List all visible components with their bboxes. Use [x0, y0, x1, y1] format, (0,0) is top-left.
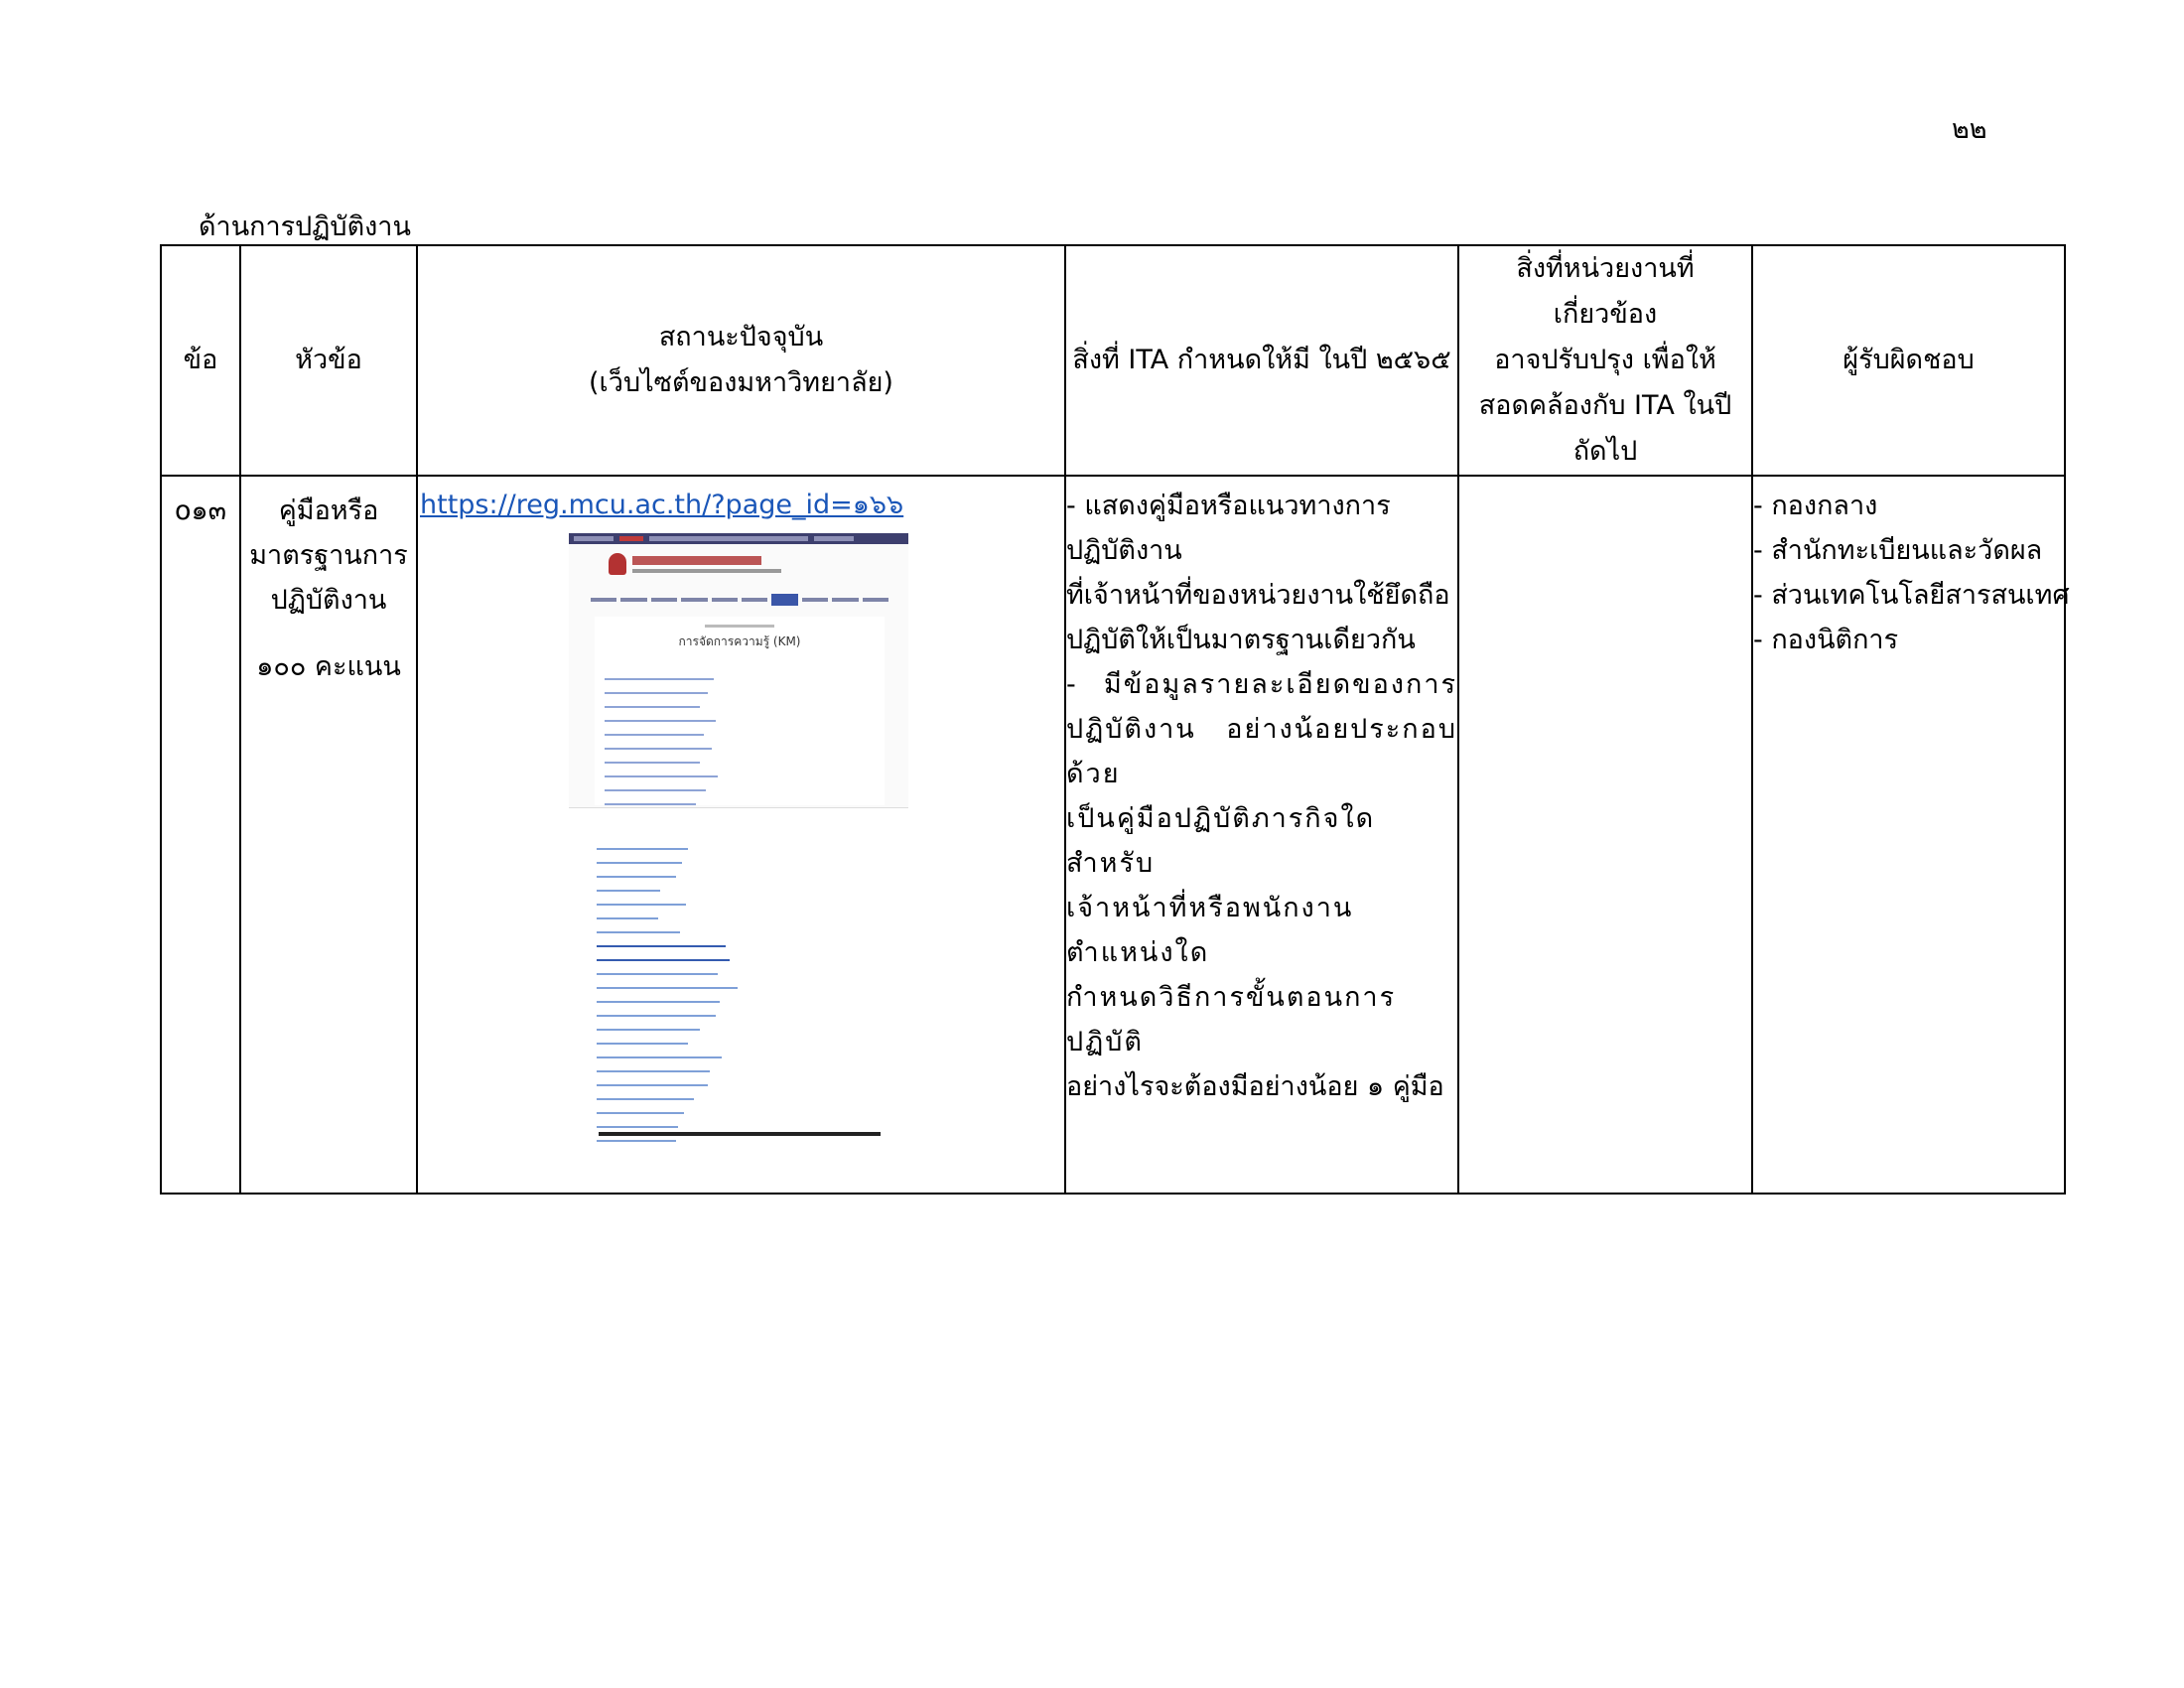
requirement-line: - มีข้อมูลรายละเอียดของการ [1066, 669, 1457, 700]
responsible-item: - ส่วนเทคโนโลยีสารสนเทศ [1753, 580, 2070, 611]
website-screenshot-list [597, 848, 881, 1136]
cell-improvement [1458, 476, 1752, 1194]
requirement-line: เป็นคู่มือปฏิบัติภารกิจใด สำหรับ [1066, 803, 1376, 879]
topic-line: มาตรฐานการ [249, 540, 408, 571]
table-row [161, 476, 2065, 1194]
requirement-line: เจ้าหน้าที่หรือพนักงานตำแหน่งใด [1066, 893, 1354, 968]
header-improvement-line: ถัดไป [1572, 436, 1638, 467]
responsible-item: - สำนักทะเบียนและวัดผล [1753, 535, 2043, 566]
requirement-line: ปฏิบัติให้เป็นมาตรฐานเดียวกัน [1066, 625, 1416, 655]
cell-no: o๑๓ [161, 476, 240, 1194]
responsible-item: - กองกลาง [1753, 491, 1878, 521]
requirement-line: ที่เจ้าหน้าที่ของหน่วยงานใช้ยึดถือ [1066, 580, 1450, 611]
table-header-row [161, 245, 2065, 476]
header-current-status [417, 245, 1065, 476]
topic-line: คู่มือหรือ [278, 495, 379, 526]
topic-line: ปฏิบัติงาน [270, 585, 387, 616]
requirement-line: อย่างไรจะต้องมีอย่างน้อย ๑ คู่มือ [1066, 1071, 1444, 1102]
requirement-line: - แสดงคู่มือหรือแนวทางการปฏิบัติงาน [1066, 491, 1391, 566]
cell-responsible [1752, 476, 2070, 1194]
screenshot-heading: การจัดการความรู้ (KM) [678, 634, 801, 648]
header-ita-requirement: สิ่งที่ ITA กำหนดให้มี ในปี ๒๕๖๕ [1065, 245, 1458, 476]
header-no: ข้อ [161, 245, 240, 476]
header-improvement [1458, 245, 1752, 476]
website-link[interactable]: https://reg.mcu.ac.th/?page_id=๑๖๖ [420, 490, 904, 520]
header-improvement-line: อาจปรับปรุง เพื่อให้ [1494, 345, 1716, 375]
requirement-line: ปฏิบัติงาน อย่างน้อยประกอบด้วย [1066, 714, 1457, 789]
header-current-status-line2: (เว็บไซต์ของมหาวิทยาลัย) [589, 367, 893, 398]
compliance-table [160, 244, 2070, 1195]
page-number: ๒๒ [1952, 114, 1987, 145]
cell-topic [240, 476, 417, 1194]
screenshot-nav [591, 593, 888, 607]
requirement-line: กำหนดวิธีการขั้นตอนการปฏิบัติ [1066, 982, 1397, 1057]
section-title: ด้านการปฏิบัติงาน [199, 211, 411, 242]
cell-current-status [417, 476, 1065, 1194]
screenshot-topbar [569, 533, 908, 544]
header-current-status-line1: สถานะปัจจุบัน [658, 322, 824, 352]
header-topic: หัวข้อ [240, 245, 417, 476]
cell-ita-requirement [1065, 476, 1458, 1194]
topic-score: ๑๐๐ คะแนน [256, 651, 401, 682]
responsible-item: - กองนิติการ [1753, 625, 1899, 655]
screenshot-content-card [595, 617, 885, 805]
header-responsible: ผู้รับผิดชอบ [1752, 245, 2065, 476]
website-screenshot-top [569, 533, 908, 808]
header-improvement-line: สิ่งที่หน่วยงานที่เกี่ยวข้อง [1516, 253, 1695, 330]
screenshot-logo [609, 553, 781, 575]
header-improvement-line: สอดคล้องกับ ITA ในปี [1478, 390, 1732, 421]
